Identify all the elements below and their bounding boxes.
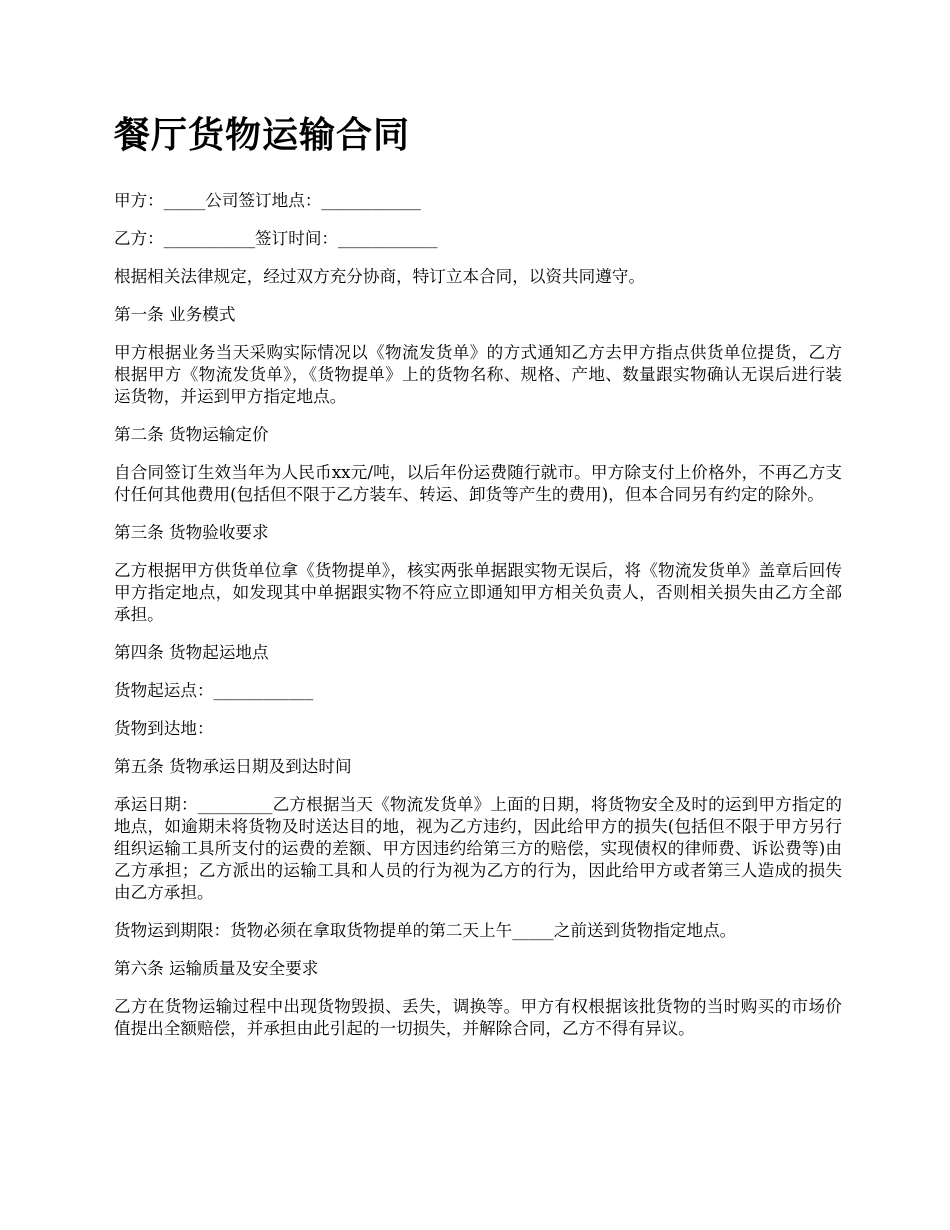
contract-document — [114, 106, 842, 1056]
party-a-line: 甲方：_____公司签订地点：____________ — [114, 191, 421, 210]
article-1-heading: 第一条 业务模式 — [114, 305, 236, 324]
origin-point-line: 货物起运点：____________ — [114, 681, 314, 700]
article-5-body: 承运日期：_________乙方根据当天《物流发货单》上面的日期，将货物安全及时的运到甲方指定的地点，如逾期未将货物及时送达目的地，视为乙方违约，因此给甲方的损失(包括但不限于甲方另行组织运输工具所支付的运费的差额、甲方因违约给第三方的赔偿，实现债权的律师费、诉讼费等)由乙方承担；乙方派出的运输工具和人员的行为视为乙方的行为，因此给甲方或者第三人造成的损失由乙方承担。 — [114, 795, 842, 902]
article-1-body: 甲方根据业务当天采购实际情况以《物流发货单》的方式通知乙方去甲方指点供货单位提货，乙方根据甲方《物流发货单》，《货物提单》上的货物名称、规格、产地、数量跟实物确认无误后进行装运货物，并运到甲方指定地点。 — [114, 343, 842, 406]
article-3-heading: 第三条 货物验收要求 — [114, 523, 269, 542]
party-b-line: 乙方：___________签订时间：____________ — [114, 229, 438, 248]
destination-line: 货物到达地： — [114, 719, 214, 738]
delivery-deadline-line: 货物运到期限：货物必须在拿取货物提单的第二天上午_____之前送到货物指定地点。 — [114, 921, 737, 940]
document-title: 餐厅货物运输合同 — [114, 115, 411, 156]
article-4-heading: 第四条 货物起运地点 — [114, 643, 269, 662]
preamble: 根据相关法律规定，经过双方充分协商，特订立本合同，以资共同遵守。 — [114, 267, 645, 286]
article-6-heading: 第六条 运输质量及安全要求 — [114, 959, 319, 978]
article-2-body: 自合同签订生效当年为人民币xx元/吨，以后年份运费随行就市。甲方除支付上价格外，不再乙方支付任何其他费用(包括但不限于乙方装车、转运、卸货等产生的费用)，但本合同另有约定的除外。 — [114, 463, 842, 504]
article-6-body: 乙方在货物运输过程中出现货物毁损、丢失，调换等。甲方有权根据该批货物的当时购买的市场价值提出全额赔偿，并承担由此引起的一切损失，并解除合同，乙方不得有异议。 — [114, 997, 842, 1038]
article-2-heading: 第二条 货物运输定价 — [114, 425, 269, 444]
article-3-body: 乙方根据甲方供货单位拿《货物提单》，核实两张单据跟实物无误后，将《物流发货单》盖章后回传甲方指定地点，如发现其中单据跟实物不符应立即通知甲方相关负责人，否则相关损失由乙方全部承担。 — [114, 561, 842, 624]
article-5-heading: 第五条 货物承运日期及到达时间 — [114, 757, 352, 776]
